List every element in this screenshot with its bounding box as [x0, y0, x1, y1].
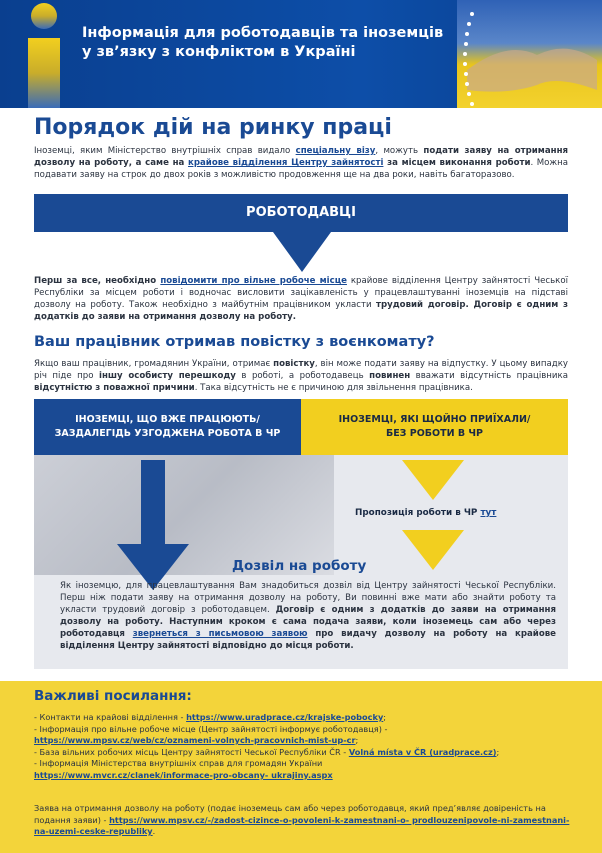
vacancies-db-link[interactable]: Volná místa v ČR (uradprace.cz): [348, 746, 497, 757]
interior-ministry-link[interactable]: https://www.mvcr.cz/clanek/informace-pro-obcany- ukrajiny.aspx: [34, 769, 333, 780]
arrow-down-icon: [117, 460, 189, 590]
column-head-arrived-line2: БЕЗ РОБОТИ В ЧР: [385, 428, 484, 439]
employers-band: РОБОТОДАВЦІ: [34, 194, 568, 232]
link-row-tail: ;: [383, 712, 387, 722]
employers-bold-1: Перш за все, необхідно: [34, 276, 161, 286]
link-row-label: - Інформація Міністерства внутрішніх справ для громадян України: [34, 758, 323, 769]
summons-bold-3: повинен: [369, 371, 411, 381]
intro-bold-1: подати заяву на отримання дозволу на роботу, а саме на: [34, 146, 569, 168]
column-head-arrived: [301, 399, 568, 455]
summons-text-5: . Така відсутність не є причиною для звільнення працівника.: [194, 383, 473, 393]
intro-text-2: , можуть: [375, 146, 424, 156]
labour-office-link[interactable]: крайове відділення Центру зайнятості: [188, 158, 384, 168]
link-row: [34, 735, 574, 747]
permit-bold-1: Договір є одним з додатків до заяви на отримання дозволу на роботу. Наступним кроком є сама подача заяви, коли іноземець сам або через роботодавця: [60, 605, 556, 639]
application-form-link[interactable]: https://www.mpsv.cz/-/zadost-cizince-o-povoleni-k-zamestnani-o- prodlouzenipovole-ni-zamestnani-na-uzemi-ceske-republiky: [34, 814, 570, 837]
column-head-arrived-line1: ІНОЗЕМЦІ, ЯКІ ЩОЙНО ПРИЇХАЛИ/: [338, 414, 531, 425]
link-row-label: - Контакти на крайові відділення -: [34, 712, 187, 722]
column-head-working-line1: ІНОЗЕМЦІ, ЩО ВЖЕ ПРАЦЮЮТЬ/: [75, 414, 260, 425]
arrow-down-icon: [402, 460, 464, 500]
employers-bold-2: трудовий договір. Договір є одним з додатків до заяви на отримання дозволу на роботу.: [34, 300, 569, 322]
column-head-working: [34, 399, 301, 455]
summons-text-3: в роботі, а роботодавець: [235, 371, 370, 381]
header-title-line1: Інформація для роботодавців та іноземців: [82, 25, 444, 41]
regional-offices-link[interactable]: https://www.uradprace.cz/krajske-pobocky: [186, 712, 384, 722]
summons-bold-4: відсутністю з поважної причини: [34, 383, 195, 393]
important-links-title: Важливі посилання:: [34, 688, 192, 704]
employers-text-1: крайове відділення Центру зайнятості Чеської Республіки за місцем роботи і водночас висловити зацікавленість у працевлаштуванні іноземців на підставі дозволу на роботу. Також необхідно з майбутнім працівником укласти: [34, 276, 568, 310]
arrow-down-icon: [273, 232, 331, 272]
links-list: [34, 712, 574, 782]
summons-bold-2: іншу особисту перешкоду: [99, 371, 236, 381]
link-row-label: - База вільних робочих місць Центру зайнятості Чеської Республіки ČR -: [34, 746, 349, 757]
handshake-image: [457, 0, 602, 108]
intro-text-3: . Можна подавати заяву на строк до двох років з можливістю продовження ще на два роки, навіть багаторазово.: [34, 158, 568, 180]
job-offer-link[interactable]: тут: [480, 508, 497, 518]
job-offer-text: [355, 508, 496, 518]
page-title: Порядок дій на ринку праці: [34, 115, 392, 140]
intro-text-1: Іноземці, яким Міністерство внутрішніх справ видало: [34, 146, 296, 156]
link-row-tail: ;: [496, 746, 500, 757]
link-row: [34, 758, 574, 770]
header-title: [82, 24, 462, 62]
notify-vacancy-link[interactable]: повідомити про вільне робоче місце: [160, 276, 347, 286]
link-row-tail: ;: [355, 735, 359, 746]
permit-bold-2: про видачу дозволу на роботу на крайове відділення Центру зайнятості відповідно до місця роботи.: [60, 629, 556, 651]
summons-text-4: вважати відсутність працівника: [410, 371, 568, 381]
link-row-label: - Інформація про вільне робоче місце (Центр зайнятості інформує роботодавця) -: [34, 723, 388, 734]
intro-bold-2: за місцем виконання роботи: [383, 158, 531, 168]
intro-paragraph: [34, 145, 568, 181]
summons-paragraph: [34, 358, 568, 394]
link-row: [34, 724, 574, 736]
application-note-text: Заява на отримання дозволу на роботу (подає іноземець сам або через роботодавця, який пред’являє довіреність на подання заяви) -: [34, 803, 546, 825]
summons-text-2: , він може подати заяву на відпустку. У цьому випадку річ піде про: [34, 359, 568, 381]
decorative-dots: [462, 8, 476, 108]
application-note: [34, 803, 574, 838]
summons-text-1: Якщо ваш працівник, громадянин України, отримає: [34, 359, 274, 369]
permit-text-1: Як іноземцю, для працевлаштування Вам знадобиться дозвіл від Центру зайнятості Чеської Республіки. Перш ніж подати заяву на отримання дозволу на роботу, Ви повинні вже мати або знайти роботу та укласти трудовий договір з роботодавцем.: [60, 581, 556, 615]
header-title-line2: у зв’язку з конфліктом в Україні: [82, 44, 356, 60]
summons-title: Ваш працівник отримав повістку з воєнкомату?: [34, 334, 435, 350]
work-permit-paragraph: [60, 580, 556, 652]
link-row: [34, 770, 574, 782]
work-permit-title: Дозвіл на роботу: [232, 558, 367, 574]
link-row: [34, 747, 574, 759]
special-visa-link[interactable]: спеціальну візу: [295, 146, 376, 156]
header-banner: [0, 0, 602, 108]
arrow-down-icon: [402, 530, 464, 570]
column-head-working-line2: ЗАЗДАЛЕГІДЬ УЗГОДЖЕНА РОБОТА В ЧР: [54, 428, 281, 439]
application-note-tail: .: [152, 826, 156, 837]
employers-paragraph: [34, 275, 568, 323]
job-offer-label: Пропозиція роботи в ЧР: [355, 508, 481, 518]
summons-bold-1: повістку: [273, 359, 315, 369]
vacancy-notice-link[interactable]: https://www.mpsv.cz/web/cz/oznameni-volnych-pracovnich-mist-up-cr: [34, 735, 356, 746]
link-row: [34, 712, 574, 724]
written-application-link[interactable]: звернеться з письмовою заявою: [132, 629, 308, 639]
info-i-icon: [10, 0, 80, 108]
